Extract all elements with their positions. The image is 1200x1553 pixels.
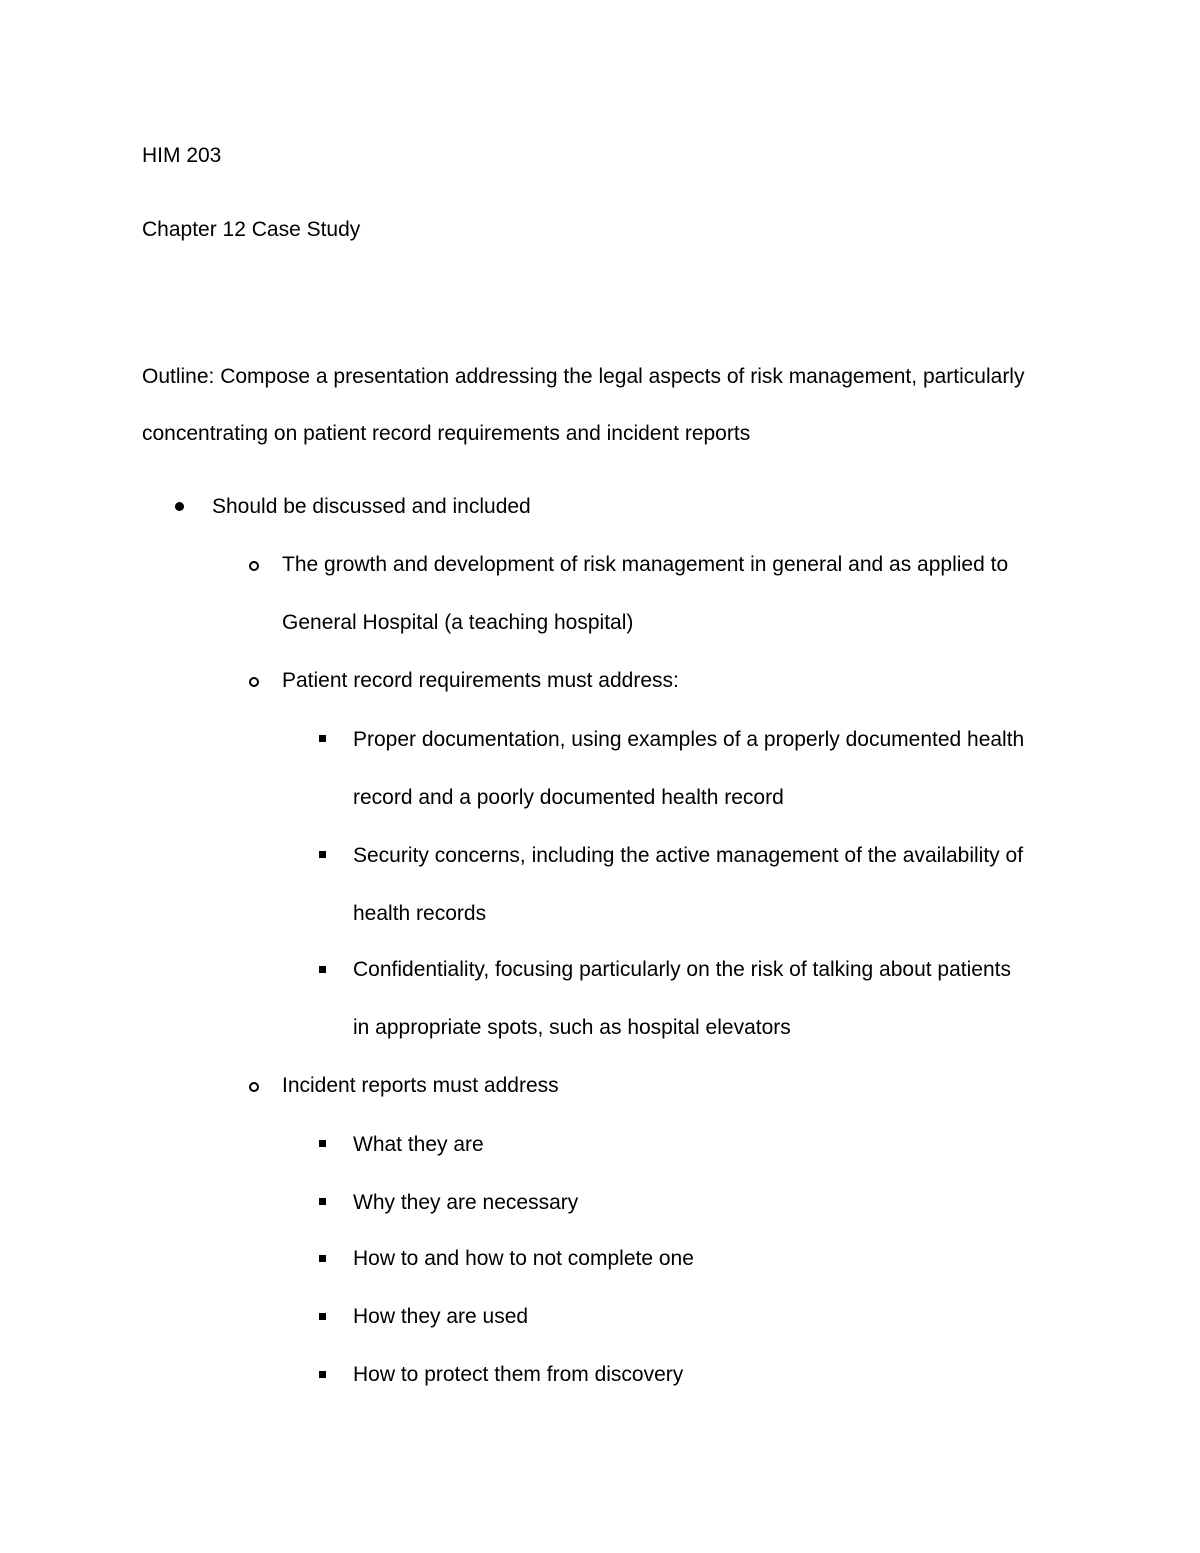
square-bullet-icon xyxy=(319,1255,326,1262)
list-item-security-line-1: Security concerns, including the active management of the availability of xyxy=(353,844,1024,867)
list-item-incident-how-complete: How to and how to not complete one xyxy=(353,1247,694,1270)
list-item-confidentiality-line-1: Confidentiality, focusing particularly on the risk of talking about patients xyxy=(353,958,1011,981)
square-bullet-icon xyxy=(319,735,326,742)
disc-bullet-icon xyxy=(175,502,184,511)
list-item-confidentiality-line-2: in appropriate spots, such as hospital elevators xyxy=(353,1016,791,1039)
square-bullet-icon xyxy=(319,1313,326,1320)
list-item-incident-how-used: How they are used xyxy=(353,1305,529,1328)
list-item-proper-line-1: Proper documentation, using examples of a properly documented health xyxy=(353,728,1025,751)
square-bullet-icon xyxy=(319,1140,326,1147)
circle-bullet-icon xyxy=(249,561,259,571)
course-code: HIM 203 xyxy=(142,144,222,167)
list-item-top: Should be discussed and included xyxy=(212,495,531,518)
list-item-growth-line-2: General Hospital (a teaching hospital) xyxy=(282,611,634,634)
list-item-incident-protect: How to protect them from discovery xyxy=(353,1363,684,1386)
list-item-security-line-2: health records xyxy=(353,902,487,925)
list-item-incident: Incident reports must address xyxy=(282,1074,559,1097)
list-item-growth-line-1: The growth and development of risk management in general and as applied to xyxy=(282,553,1009,576)
outline-line-1: Outline: Compose a presentation addressing the legal aspects of risk management, particularly xyxy=(142,365,1025,388)
square-bullet-icon xyxy=(319,966,326,973)
document-title: Chapter 12 Case Study xyxy=(142,218,361,241)
circle-bullet-icon xyxy=(249,1082,259,1092)
list-item-incident-what: What they are xyxy=(353,1133,484,1156)
square-bullet-icon xyxy=(319,1198,326,1205)
square-bullet-icon xyxy=(319,851,326,858)
list-item-patient-record: Patient record requirements must address: xyxy=(282,669,679,692)
outline-line-2: concentrating on patient record requirements and incident reports xyxy=(142,422,751,445)
list-item-incident-why: Why they are necessary xyxy=(353,1191,579,1214)
list-item-proper-line-2: record and a poorly documented health record xyxy=(353,786,784,809)
circle-bullet-icon xyxy=(249,677,259,687)
square-bullet-icon xyxy=(319,1371,326,1378)
